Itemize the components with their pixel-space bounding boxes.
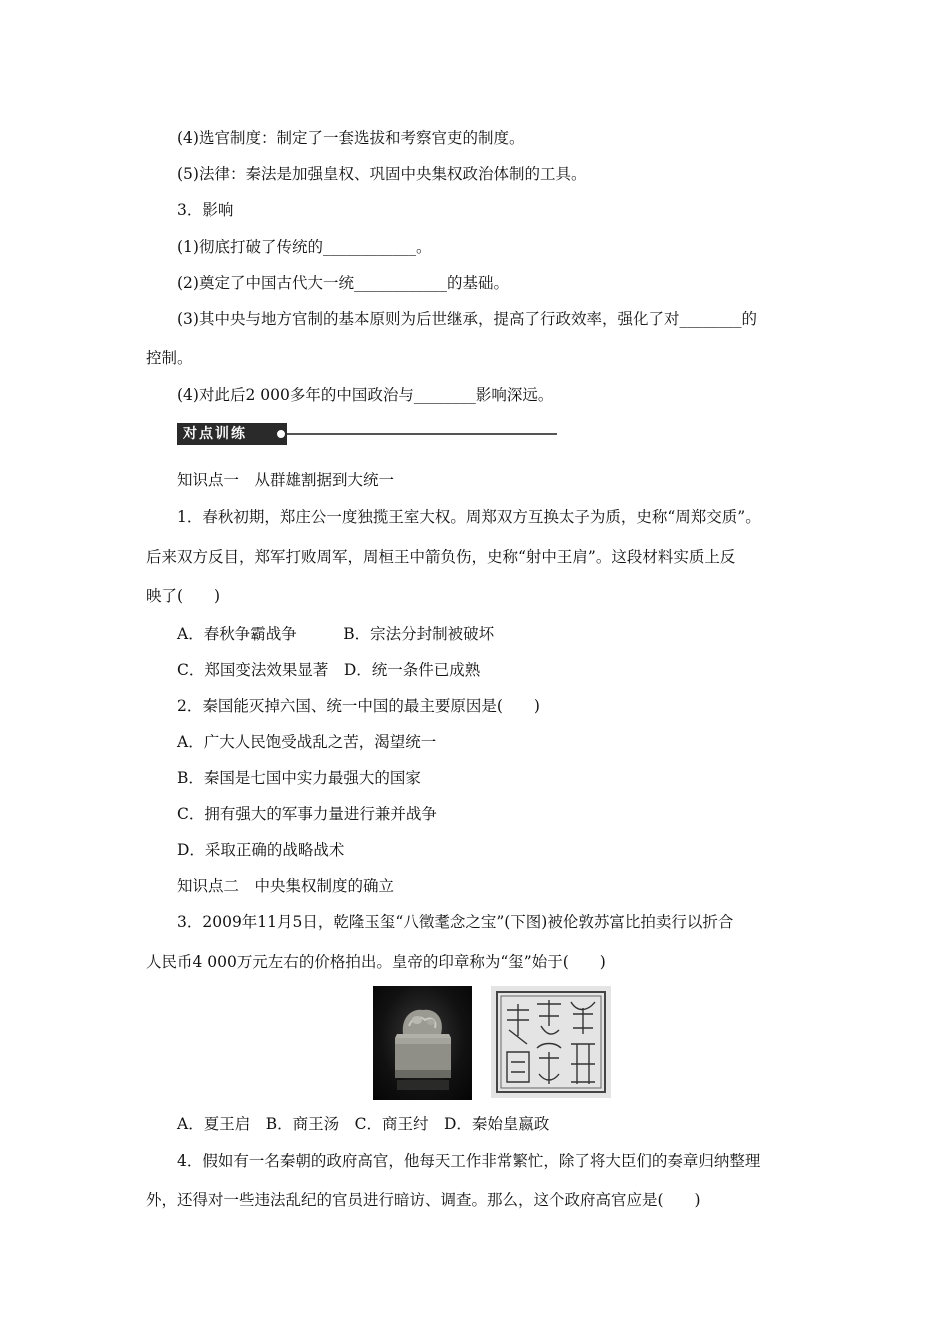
impact-3-line1: (3)其中央与地方官制的基本原则为后世继承，提高了行政效率，强化了对________的 — [177, 310, 757, 328]
knowledge-point-2: 知识点二 中央集权制度的确立 — [177, 877, 395, 895]
section-banner — [177, 423, 557, 445]
q3-line1: 3．2009年11月5日，乾隆玉玺“八徵耄念之宝”(下图)被伦敦苏富比拍卖行以折合 — [177, 913, 734, 931]
impact-1: (1)彻底打破了传统的____________。 — [177, 238, 432, 256]
text-item-4: (4)选官制度：制定了一套选拔和考察官吏的制度。 — [177, 129, 525, 147]
impact-3-line2: 控制。 — [146, 349, 193, 367]
impact-2: (2)奠定了中国古代大一统____________的基础。 — [177, 274, 509, 292]
q1-options-row1: A．春秋争霸战争 B．宗法分封制被破坏 — [177, 625, 495, 643]
banner-label: 对点训练 — [177, 423, 287, 445]
jade-seal-photo — [373, 986, 472, 1100]
q1-options-row2: C．郑国变法效果显著 D．统一条件已成熟 — [177, 661, 481, 679]
q4-line1: 4．假如有一名秦朝的政府高官，他每天工作非常繁忙，除了将大臣们的奏章归纳整理 — [177, 1152, 761, 1170]
q1-line1: 1．春秋初期，郑庄公一度独揽王室大权。周郑双方互换太子为质，史称“周郑交质”。 — [177, 508, 761, 526]
q2-option-d: D．采取正确的战略战术 — [177, 841, 345, 859]
heading-impact: 3．影响 — [177, 201, 234, 219]
q2-option-c: C．拥有强大的军事力量进行兼并战争 — [177, 805, 437, 823]
knowledge-point-1: 知识点一 从群雄割据到大统一 — [177, 471, 395, 489]
q1-line2: 后来双方反目，郑军打败周军，周桓王中箭负伤，史称“射中王肩”。这段材料实质上反 — [146, 548, 736, 566]
q3-line2: 人民币4 000万元左右的价格拍出。皇帝的印章称为“玺”始于( ) — [146, 953, 606, 971]
q2-stem: 2．秦国能灭掉六国、统一中国的最主要原因是( ) — [177, 697, 540, 715]
banner-rule — [287, 433, 557, 435]
q4-line2: 外，还得对一些违法乱纪的官员进行暗访、调查。那么，这个政府高官应是( ) — [146, 1191, 701, 1209]
banner-dot-icon — [275, 428, 287, 440]
q2-option-a: A．广大人民饱受战乱之苦，渴望统一 — [177, 733, 437, 751]
q2-option-b: B．秦国是七国中实力最强大的国家 — [177, 769, 421, 787]
q3-options: A．夏王启 B．商王汤 C．商王纣 D．秦始皇嬴政 — [177, 1115, 550, 1133]
impact-4: (4)对此后2 000多年的中国政治与________影响深远。 — [177, 386, 554, 404]
text-item-5: (5)法律：秦法是加强皇权、巩固中央集权政治体制的工具。 — [177, 165, 587, 183]
q1-line3: 映了( ) — [146, 587, 221, 605]
seal-impression — [491, 986, 611, 1098]
